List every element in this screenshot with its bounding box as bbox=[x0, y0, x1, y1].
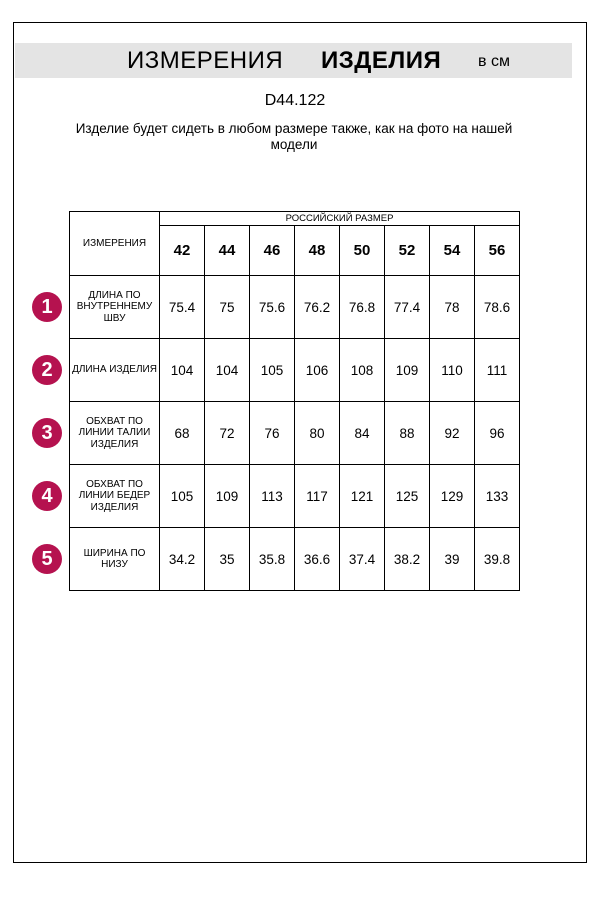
measurement-value: 104 bbox=[205, 339, 250, 402]
size-header-46: 46 bbox=[250, 226, 295, 276]
measurement-value: 78.6 bbox=[475, 276, 520, 339]
measurement-value: 35 bbox=[205, 528, 250, 591]
measurement-value: 104 bbox=[160, 339, 205, 402]
measurement-value: 108 bbox=[340, 339, 385, 402]
row-number-badge: 2 bbox=[32, 355, 62, 385]
row-number-badge: 1 bbox=[32, 292, 62, 322]
measurement-value: 39.8 bbox=[475, 528, 520, 591]
measurement-value: 39 bbox=[430, 528, 475, 591]
row-number-badge: 5 bbox=[32, 544, 62, 574]
measurement-value: 68 bbox=[160, 402, 205, 465]
measurement-value: 78 bbox=[430, 276, 475, 339]
size-header-44: 44 bbox=[205, 226, 250, 276]
measurement-value: 72 bbox=[205, 402, 250, 465]
measurement-value: 76.2 bbox=[295, 276, 340, 339]
row-number-badge: 3 bbox=[32, 418, 62, 448]
measurement-label: ОБХВАТ ПО ЛИНИИ БЕДЕР ИЗДЕЛИЯ bbox=[70, 465, 160, 528]
size-header-42: 42 bbox=[160, 226, 205, 276]
measurement-value: 34.2 bbox=[160, 528, 205, 591]
measurement-value: 110 bbox=[430, 339, 475, 402]
measurement-value: 109 bbox=[205, 465, 250, 528]
product-code: D44.122 bbox=[264, 92, 326, 109]
row-number-badge: 4 bbox=[32, 481, 62, 511]
measurement-value: 117 bbox=[295, 465, 340, 528]
measurement-value: 109 bbox=[385, 339, 430, 402]
size-header-48: 48 bbox=[295, 226, 340, 276]
table-row bbox=[70, 465, 520, 528]
table-row bbox=[70, 528, 520, 591]
measurement-value: 106 bbox=[295, 339, 340, 402]
size-header-52: 52 bbox=[385, 226, 430, 276]
measurement-value: 76 bbox=[250, 402, 295, 465]
measurement-value: 105 bbox=[250, 339, 295, 402]
measurement-value: 84 bbox=[340, 402, 385, 465]
measurement-label: ШИРИНА ПО НИЗУ bbox=[70, 528, 160, 591]
size-header-54: 54 bbox=[430, 226, 475, 276]
measurement-value: 37.4 bbox=[340, 528, 385, 591]
measurement-value: 133 bbox=[475, 465, 520, 528]
measurement-value: 96 bbox=[475, 402, 520, 465]
title-product: ИЗДЕЛИЯ bbox=[321, 47, 442, 74]
measurement-value: 75.6 bbox=[250, 276, 295, 339]
measurement-label: ДЛИНА ПО ВНУТРЕННЕМУ ШВУ bbox=[70, 276, 160, 339]
title-unit: в см bbox=[478, 53, 510, 70]
measurement-label: ДЛИНА ИЗДЕЛИЯ bbox=[70, 339, 160, 402]
title-banner bbox=[15, 43, 572, 78]
measurement-value: 125 bbox=[385, 465, 430, 528]
table-row bbox=[70, 276, 520, 339]
measurement-value: 92 bbox=[430, 402, 475, 465]
measure-header: ИЗМЕРЕНИЯ bbox=[70, 212, 160, 276]
measurement-value: 121 bbox=[340, 465, 385, 528]
measurement-value: 75 bbox=[205, 276, 250, 339]
measurement-value: 111 bbox=[475, 339, 520, 402]
size-header-50: 50 bbox=[340, 226, 385, 276]
title-measurements: ИЗМЕРЕНИЯ bbox=[127, 47, 284, 74]
size-group-header: РОССИЙСКИЙ РАЗМЕР bbox=[160, 212, 520, 226]
measurement-label: ОБХВАТ ПО ЛИНИИ ТАЛИИ ИЗДЕЛИЯ bbox=[70, 402, 160, 465]
measurement-value: 80 bbox=[295, 402, 340, 465]
measurement-value: 35.8 bbox=[250, 528, 295, 591]
measurement-value: 113 bbox=[250, 465, 295, 528]
size-header-56: 56 bbox=[475, 226, 520, 276]
table-row bbox=[70, 402, 520, 465]
measurement-value: 129 bbox=[430, 465, 475, 528]
measurement-value: 77.4 bbox=[385, 276, 430, 339]
measurement-value: 36.6 bbox=[295, 528, 340, 591]
fit-note: Изделие будет сидеть в любом размере также, как на фото на нашей модели bbox=[75, 121, 513, 152]
measurement-value: 38.2 bbox=[385, 528, 430, 591]
table-row bbox=[70, 339, 520, 402]
measurement-value: 88 bbox=[385, 402, 430, 465]
measurement-value: 105 bbox=[160, 465, 205, 528]
size-table bbox=[69, 211, 520, 591]
measurement-value: 76.8 bbox=[340, 276, 385, 339]
measurement-value: 75.4 bbox=[160, 276, 205, 339]
